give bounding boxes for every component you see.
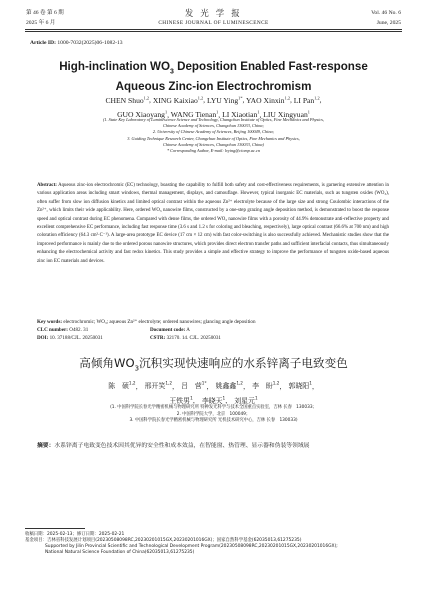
author-cn: 吕 营$^{1*}$: [181, 381, 207, 391]
cstr-value: 32170. 14. CJL. 20250031: [166, 335, 221, 341]
supported-by-2: National Natural Science Foundation of China(62035013,61275235): [45, 550, 195, 556]
clc-line: [37, 327, 88, 334]
title-en-line1: [0, 59, 427, 79]
authors-cn-line2: 王铁男$^1$， 李晓天$^1$， 刘星元$^1$: [169, 395, 258, 405]
author-cn: 邢开笑$^{1,2}$: [144, 381, 173, 391]
cstr-label: CSTR:: [150, 335, 166, 341]
author: LI Xiaotian$^1$: [222, 109, 260, 120]
author: LYU Ying$^{1*}$: [206, 95, 243, 105]
footnotes: [25, 532, 402, 556]
affiliation-line: 3. Guiding Technique Research Center, Changchun Institute of Optics, Fine Mechanics and Physics,: [127, 135, 300, 141]
keywords: [37, 319, 256, 326]
title-en-line1-pre: High-inclination WO: [59, 60, 170, 73]
author: LI Pan$^{1,2}$: [293, 95, 320, 105]
author-cn: 姚鑫鑫$^{1,2}$: [215, 381, 243, 391]
doi-value: 10. 37188/CJL. 20250031: [49, 335, 103, 341]
affiliation-cn-line: 2. 中国科学院大学，北京 100049；: [176, 411, 251, 417]
authors-en-line2: GUO Xiaoyang$^1$, WANG Tienan$^1$, LI Xiaotian$^1$, LIU Xingyuan$^1$: [117, 109, 310, 120]
footnote-rule: [25, 528, 85, 529]
title-cn: [0, 356, 427, 376]
affiliations-cn: [0, 405, 427, 425]
journal-name-en: CHINESE JOURNAL OF LUMINESCENCE: [158, 20, 269, 26]
abstract-text: Aqueous zinc-ion electrochromic (EC) technology, boasting the capability to fulfill both safety and cost-effectiveness requirements, is garnering extensive attention in various application areas including smart windows, thermal management, displays, and camouflage. However, typical inorganic EC materials, such as tungsten oxides (WO₃), often suffer from slow ion diffusion kinetics and limited optical contrast within the aqueous Zn²⁺ electrolyte because of the large size and strong Coulombic interactions of the Zn²⁺, which limits their wide applicability. Here, ordered WO₃ nanowire films, constructed by a one-step grazing angle deposition method, is demonstrated to boost the response speed and optical contrast during EC phenomena. Compared with dense films, the ordered WO₃ nanowire films with a porosity of 44.9% demonstrate anti-reflective property and excellent comprehensive EC performance, including fast response time (3.6 s and 1.2 s for coloring and bleaching, respectively), large optical contrast (66.6% at 700 nm) and high coloration efficiency (64.3 cm²·C⁻¹). A large-area prototype EC device (17 cm × 12 cm) with fast color-switching is also successfully achieved. Mechanistic studies show that the improved performance is mainly due to the ordered porous nanowire structures, which provides direct electron transfer paths and sufficient interfacial contacts, thus simultaneously enhancing the electrochemical activity and fast redox kinetics. This study provides a simple and effective strategy to improve the performance of tungsten oxide-based aqueous zinc ion EC materials and devices.: [37, 183, 389, 264]
author-cn: 王铁男$^1$: [169, 395, 193, 405]
doi-line: [37, 335, 103, 342]
volume-issue-cn: 第 46 卷 第 6 期: [26, 10, 64, 16]
authors-cn-line1: 陈 硕$^{1,2}$， 邢开笑$^{1,2}$， 吕 营$^{1*}$， 姚鑫鑫$^{1,2}$， 李 盼$^{1,2}$， 郭晓阳$^1$，: [108, 381, 319, 391]
author-cn: 李 盼$^{1,2}$: [252, 381, 280, 391]
authors-cn: [0, 378, 427, 407]
fund-cn: 基金项目：吉林省科技发展计划项目(20230508098RC,20230201015GX,20230201016GX)；国家自然科学基金(62035013,61275235): [25, 538, 302, 544]
abstract-cn: [37, 442, 389, 450]
clc-label: CLC number:: [37, 327, 68, 333]
author-cn: 李晓天$^1$: [201, 395, 226, 405]
author: YAO Xinxin$^{1,2}$: [245, 95, 290, 105]
volume-issue-en: Vol. 46 No. 6: [371, 10, 401, 16]
author-cn: 郭晓阳$^1$: [288, 381, 312, 391]
date-cn: 2025 年 6 月: [26, 20, 56, 26]
author: GUO Xiaoyang$^1$: [117, 109, 168, 120]
abstract-en: [37, 182, 389, 266]
document-code: [150, 327, 190, 334]
title-cn-pre: 高倾角WO: [79, 356, 135, 370]
title-en-line1-post: Deposition Enabled Fast-response: [173, 60, 368, 73]
affiliation-cn-line: (1. 中国科学院长春光学精密机械与物理研究所 特种发光科学与技术全国重点实验室，吉林 长春 130033；: [110, 405, 317, 410]
author: LIU Xingyuan$^1$: [263, 109, 310, 120]
abstract-cn-text: 水系锌离子电致变色技术因其优异的安全性和成本效益，在智能窗、热管理、显示器和伪装等领域展: [54, 443, 310, 449]
abstract-label: Abstract:: [37, 183, 57, 188]
affiliations-en: [0, 117, 427, 154]
doi-label: DOI:: [37, 335, 49, 341]
document-code-value: A: [186, 327, 190, 333]
corresponding-author: * Corresponding Author, E-mail: lvying@ciomp.ac.cn: [166, 148, 261, 154]
author-cn: 陈 硕$^{1,2}$: [108, 381, 136, 391]
cstr-line: [150, 335, 221, 342]
author: CHEN Shuo$^{1,2}$: [105, 95, 150, 105]
affiliation-line: (1. State Key Laboratory of Luminescence Science and Technology, Changchun Institute of Optics, Fine Mechanics and Physics,: [102, 117, 325, 122]
affiliation-line: 2. University of Chinese Academy of Sciences, Beijing 100049, China;: [152, 129, 275, 135]
authors-en-line1: CHEN Shuo$^{1,2}$, XING Kaixiao$^{1,2}$, LYU Ying$^{1*}$, YAO Xinxin$^{1,2}$, LI Pan$^{1,2}$,: [105, 95, 322, 105]
author: WANG Tienan$^1$: [170, 109, 219, 120]
date-en: June, 2025: [376, 20, 401, 26]
title-en: [0, 59, 427, 94]
abstract-cn-label: 摘要：: [37, 443, 55, 449]
title-en-line2: Aqueous Zinc-ion Electrochromism: [115, 80, 312, 94]
header-rule-2: [25, 31, 402, 32]
journal-name-cn: 发 光 学 报: [184, 9, 243, 18]
author: XING Kaixiao$^{1,2}$: [152, 95, 204, 105]
keywords-label: Key words:: [37, 319, 63, 325]
clc-value: O482. 31: [69, 327, 89, 333]
affiliation-cn-line: 3. 中国科学院长春光学精密机械与物理研究所 光机技术研究中心，吉林 长春 130033): [129, 418, 298, 423]
title-en-subscript: 3: [169, 68, 174, 76]
affiliation-line: Chinese Academy of Sciences, Changchun 130033, China;: [163, 123, 264, 129]
affiliation-line: Chinese Academy of Sciences, Changchun 130033, China): [163, 141, 264, 147]
title-cn-subscript: 3: [134, 364, 140, 373]
article-id-label: Article ID:: [30, 40, 56, 46]
title-cn-post: 沉积实现快速响应的水系锌离子电致变色: [139, 356, 348, 370]
received-date: 收稿日期：2025-02-13；修订日期：2025-02-21: [25, 532, 125, 537]
keywords-text: electrochromic; WO₃; aqueous Zn²⁺ electrolyte; ordered nanowires; glancing angle deposition: [63, 319, 256, 325]
article-id: [30, 40, 123, 47]
supported-by-1: Supported by Jilin Provincial Scientific and Technological Development Program(20230508098RC,20230201015GX,20230201016GX);: [45, 544, 338, 550]
author-cn: 刘星元$^1$: [234, 395, 258, 405]
document-code-label: Document code:: [150, 327, 186, 333]
article-id-value: 1000-7032(2025)06-1082-13: [57, 40, 123, 46]
